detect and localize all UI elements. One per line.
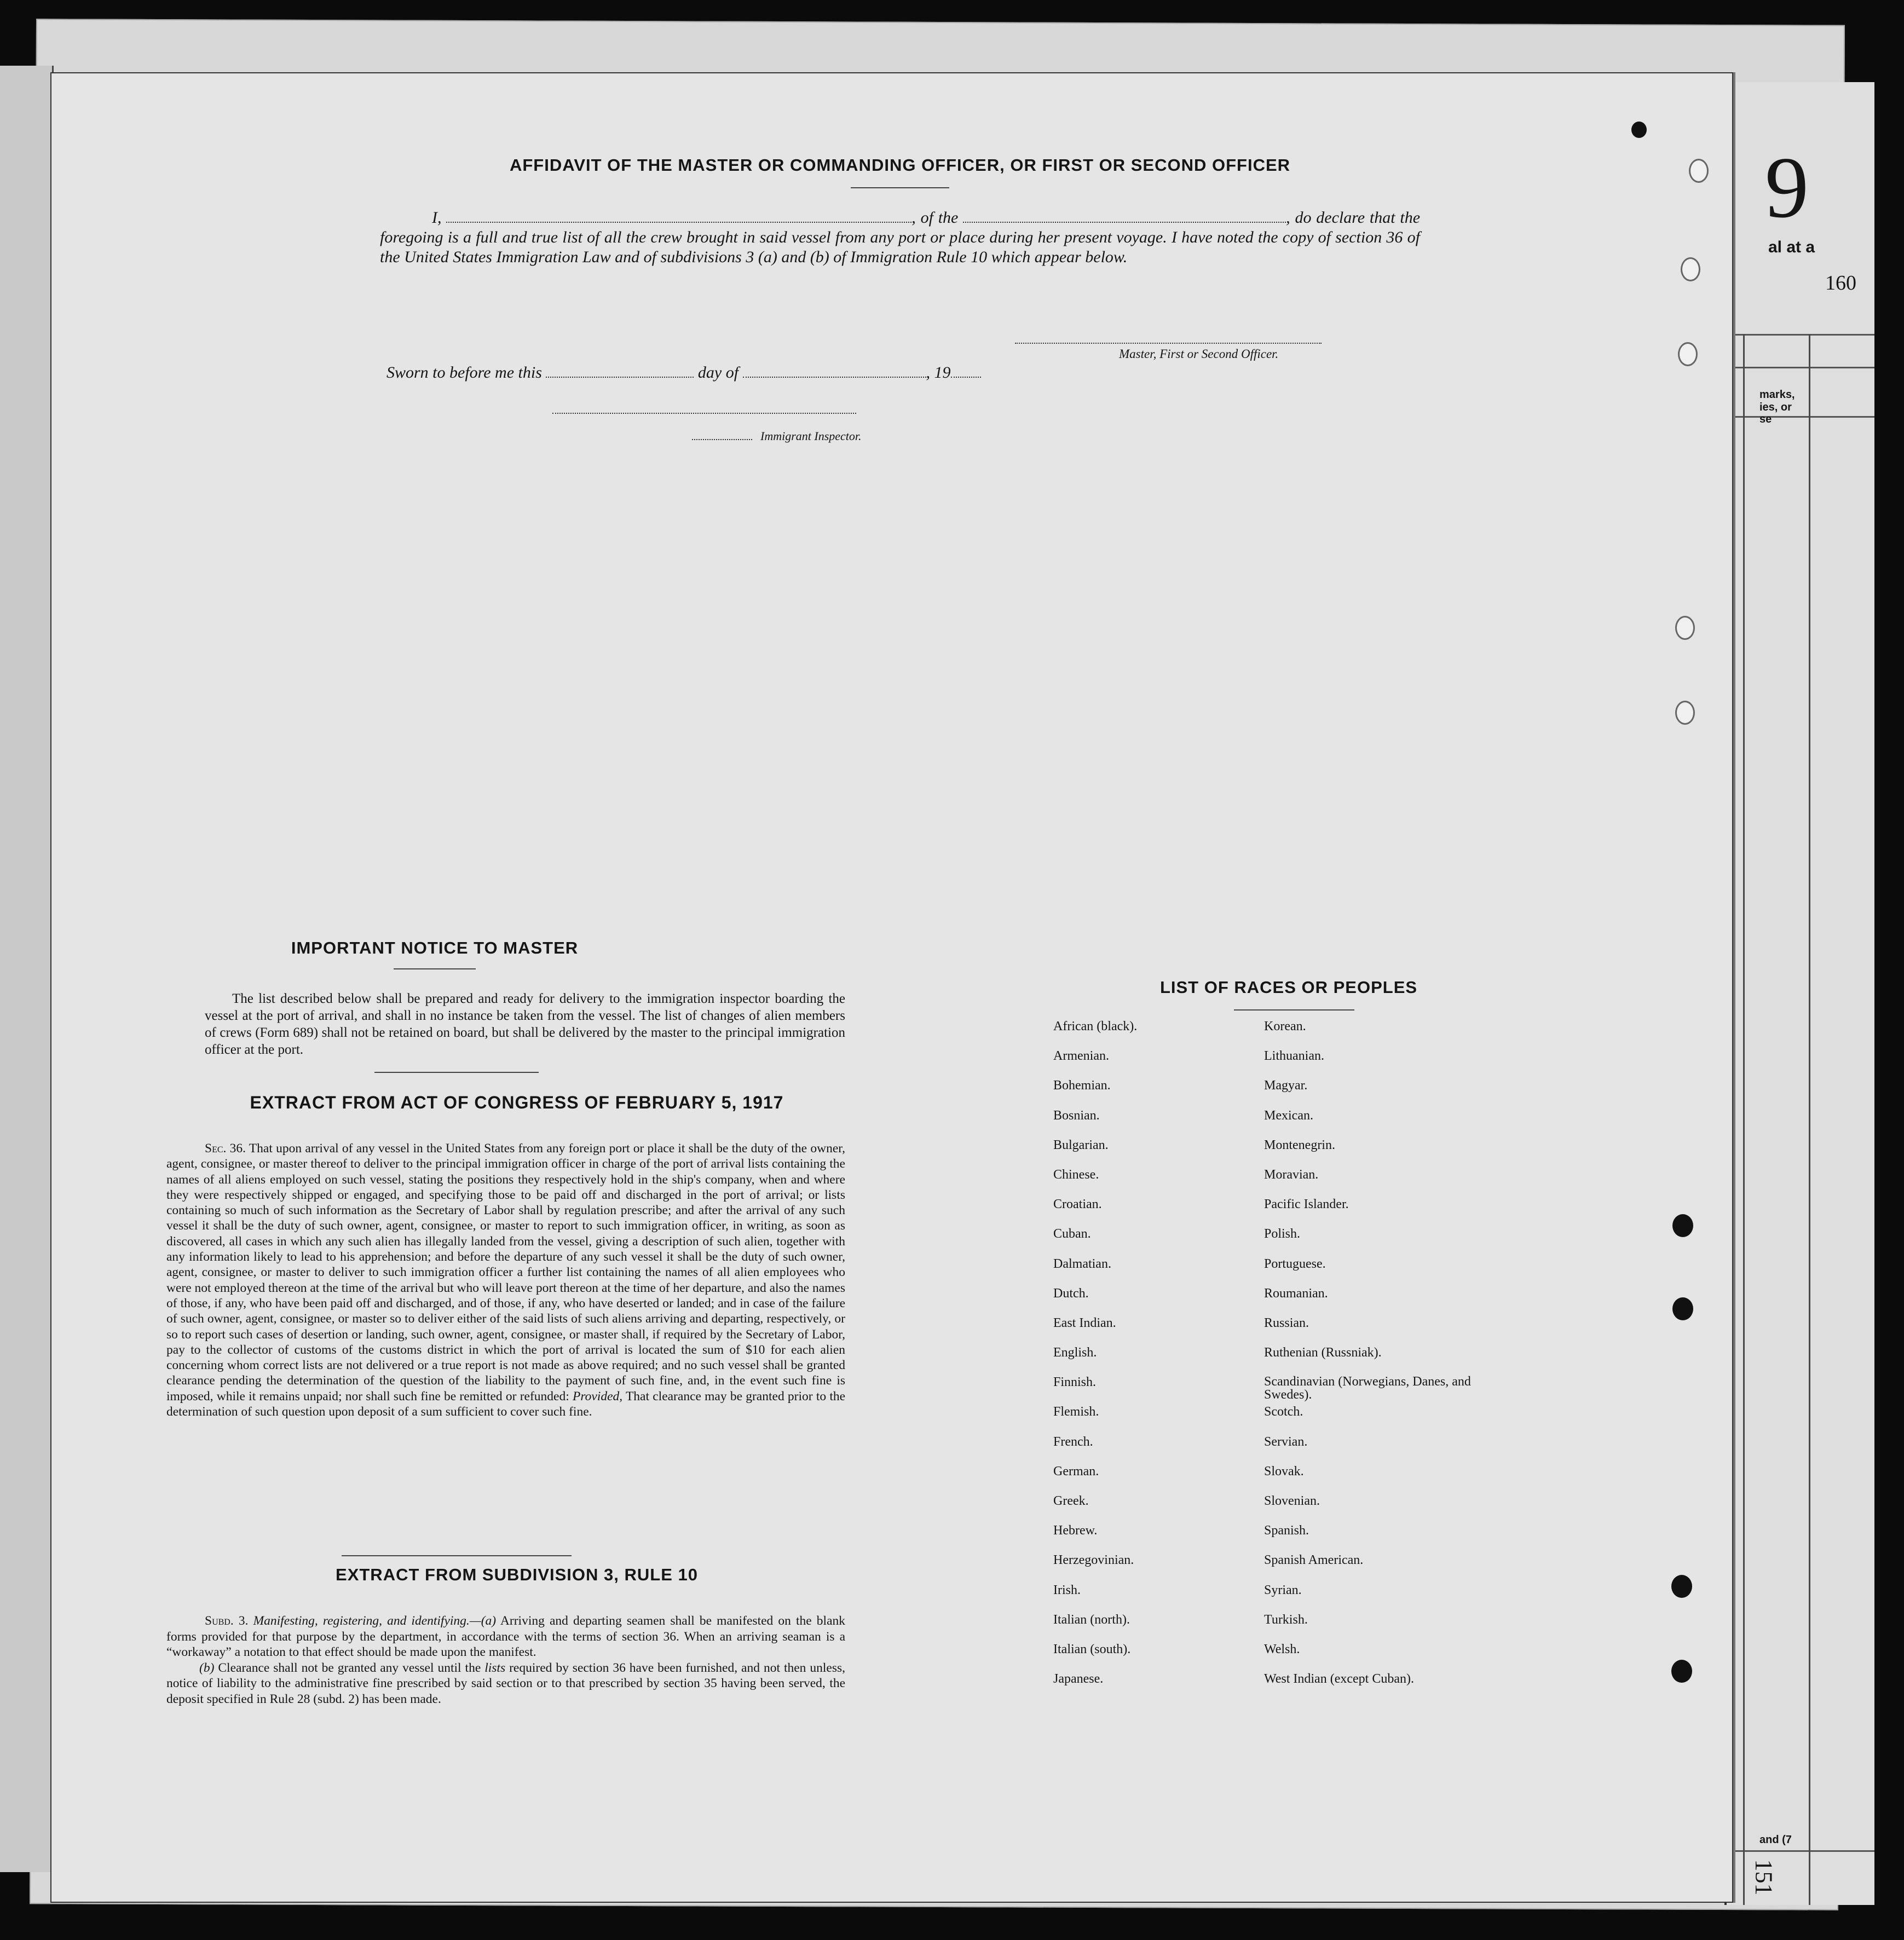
binder-hole (1681, 257, 1700, 281)
race-item: Welsh. (1264, 1642, 1300, 1656)
subd-label: Subd. 3. (205, 1614, 249, 1628)
binder-hole (1675, 616, 1695, 640)
sheet-column-line (1743, 334, 1745, 1905)
margin-fragment: marks, (1759, 389, 1795, 401)
notice-body: The list described below shall be prepared and ready for delivery to the immigration inspector boarding the vessel at the port of arrival, and shall in no instance be taken from the vessel. The list of changes of alien members of crews (Form 689) shall not be retained on board, but shall be delivered by the master to the principal immigration officer at the port. (205, 991, 845, 1057)
race-item: Ruthenian (Russniak). (1264, 1346, 1382, 1360)
binder-hole (1678, 342, 1698, 366)
right-manifest-sheet (1724, 82, 1874, 1905)
race-item: Dutch. (1053, 1286, 1089, 1301)
affidavit-i: I, (432, 209, 442, 227)
part-b-text-end: required by section 36 have been furnished, and not then unless, notice of liability to the administrative fine prescribed by said section or to that prescribed by section 35 having been served, the deposit specified in Rule 28 (subd. 2) has been made. (166, 1660, 845, 1706)
race-item: Scandinavian (Norwegians, Danes, and Swedes). (1264, 1375, 1471, 1402)
race-item: Mexican. (1264, 1108, 1313, 1123)
sworn-line (386, 363, 981, 382)
affidavit-title: AFFIDAVIT OF THE MASTER OR COMMANDING OFFICER, OR FIRST OR SECOND OFFICER (509, 155, 1291, 175)
affidavit-text: that the foregoing is a full and true list of all the crew brought in said vessel from any port or place during her present voyage. I have noted the copy of section 36 of the United States Immigration Law and of subdivisions 3 (a) and (b) of Immigration Rule 10 which appear below. (380, 209, 1421, 266)
race-item: Finnish. (1053, 1375, 1097, 1390)
act-extract-text (166, 1141, 845, 1419)
inspector-title-line (692, 439, 752, 440)
sheet-rule (1727, 1850, 1874, 1852)
race-item: Magyar. (1264, 1078, 1308, 1093)
affidavit-declare: , do declare (1286, 209, 1365, 227)
part-b-text: Clearance shall not be granted any vessel until the (218, 1660, 481, 1675)
race-item: Lithuanian. (1264, 1049, 1324, 1064)
act-body-end: That clearance may be granted prior to the determination of such question upon deposit of a sum sufficient to cover such fine. (166, 1389, 846, 1419)
races-column-1 (1053, 1019, 1256, 1701)
binder-hole (1675, 701, 1695, 725)
binder-hole (1672, 1214, 1693, 1237)
inspector-label: Immigrant Inspector. (760, 429, 862, 443)
sheet-rule (1727, 334, 1874, 336)
race-item: Spanish. (1264, 1523, 1309, 1538)
month-blank[interactable] (743, 363, 926, 378)
race-item: Spanish American. (1264, 1553, 1364, 1568)
margin-fragment: and (7 (1759, 1834, 1792, 1846)
race-item: Chinese. (1053, 1167, 1099, 1182)
margin-fragment: se (1759, 413, 1772, 425)
title-rule (1234, 1009, 1354, 1011)
master-signature-label: Master, First or Second Officer. (1119, 347, 1279, 361)
binder-hole (1672, 1297, 1693, 1320)
binder-hole (1631, 122, 1647, 138)
race-item: Bulgarian. (1053, 1138, 1109, 1152)
race-item: Japanese. (1053, 1672, 1104, 1687)
binder-hole (1689, 159, 1709, 183)
race-item: Bosnian. (1053, 1108, 1100, 1123)
day-blank[interactable] (546, 363, 694, 378)
subd-heading: Manifesting, registering, and identifying. (253, 1614, 470, 1628)
provided-label: Provided, (572, 1389, 623, 1404)
race-item: Syrian. (1264, 1583, 1302, 1597)
race-item: Croatian. (1053, 1197, 1102, 1212)
vessel-blank[interactable] (963, 209, 1286, 223)
handwritten-number: 151 (1750, 1859, 1778, 1896)
act-body: That upon arrival of any vessel in the United States from any foreign port or place it shall be the duty of the owner, agent, consignee, or master thereof to deliver to the principal immigration officer in charge of the port of arrival lists containing the names of all aliens employed on such vessel, stating the positions they respectively hold in the ship's company, when and where they were respectively shipped or engaged, and specifying those to be paid off and discharged in the port of arrival; or lists containing so much of such information as the Secretary of Labor shall by regulation prescribe; and after the arrival of any such vessel it shall be the duty of such owner, agent, consignee, or master to report to such immigration officer, in writing, as soon as discovered, all cases in which any such alien has illegally landed from the vessel, giving a description of such alien, together with any information likely to lead to his apprehension; and before the departure of any such vessel it shall be the duty of such owner, agent, consignee, or master to deliver to such immigration officer a further list containing the names of all alien employees who were not employed thereon at the time of the arrival but who will leave port thereon at the time of her departure, and also the names of those, if any, who have been paid off and discharged, and of those, if any, who have deserted or landed; and in case of the failure of such owner, agent, consignee, or master so to deliver either of the said lists of such aliens arriving and departing, respectively, or so to report such cases of desertion or landing, such owner, agent, consignee, or master shall, if required by the Secretary of Labor, pay to the collector of customs of the customs district in which the port of arrival is located the sum of $10 for each alien concerning whom correct lists are not delivered or a true report is not made as above required; and no such vessel shall be granted clearance pending the determination of the question of the liability to the payment of such fine, and, in the event such fine is imposed, while it remains unpaid; nor shall such fine be remitted or refunded: (166, 1141, 846, 1404)
race-item: Polish. (1264, 1227, 1301, 1242)
act-extract-title: EXTRACT FROM ACT OF CONGRESS OF FEBRUARY 5, 1917 (250, 1093, 784, 1112)
name-blank[interactable] (446, 209, 911, 223)
race-item: Slovenian. (1264, 1494, 1320, 1508)
race-item: German. (1053, 1464, 1099, 1479)
race-item: Italian (north). (1053, 1612, 1130, 1627)
race-item: Russian. (1264, 1315, 1309, 1330)
race-item: Irish. (1053, 1583, 1081, 1597)
part-b-label: (b) (199, 1660, 215, 1675)
race-item: Hebrew. (1053, 1523, 1098, 1538)
race-item: Turkish. (1264, 1612, 1308, 1627)
affidavit-section (380, 155, 1420, 267)
race-item: Portuguese. (1264, 1256, 1326, 1271)
section-rule (374, 1072, 539, 1073)
race-item: Scotch. (1264, 1405, 1303, 1419)
title-rule (394, 968, 476, 969)
race-item: Moravian. (1264, 1167, 1319, 1182)
year-blank[interactable] (951, 363, 981, 378)
race-item: African (black). (1053, 1019, 1138, 1033)
part-b-lists: lists (484, 1660, 506, 1675)
race-item: Dalmatian. (1053, 1256, 1111, 1271)
race-item: Slovak. (1264, 1464, 1304, 1479)
race-item: Greek. (1053, 1494, 1089, 1508)
day-of-text: day of (697, 363, 739, 382)
race-item: East Indian. (1053, 1315, 1116, 1330)
master-signature-line[interactable] (1015, 343, 1322, 344)
race-item: Armenian. (1053, 1049, 1109, 1064)
race-item: Roumanian. (1264, 1286, 1328, 1301)
notice-text (205, 990, 845, 1058)
section-rule (342, 1555, 572, 1556)
affidavit-body (380, 208, 1420, 267)
races-column-2 (1264, 1019, 1494, 1701)
title-rule (851, 187, 949, 188)
sec-label: Sec. 36. (205, 1141, 246, 1156)
race-item: Italian (south). (1053, 1642, 1131, 1656)
race-item: Flemish. (1053, 1405, 1099, 1419)
race-item: Korean. (1264, 1019, 1306, 1033)
race-item: Montenegrin. (1264, 1138, 1335, 1152)
sheet-column-line (1809, 334, 1810, 1905)
races-title: LIST OF RACES OR PEOPLES (1159, 978, 1418, 997)
sheet-rule (1727, 416, 1874, 418)
margin-fragment: al at a (1768, 238, 1815, 256)
binder-hole (1671, 1660, 1692, 1683)
part-a-label: —(a) (469, 1614, 497, 1628)
page-number: 160 (1825, 272, 1856, 295)
notice-title: IMPORTANT NOTICE TO MASTER (291, 938, 579, 957)
race-item: Pacific Islander. (1264, 1197, 1349, 1212)
race-item: Servian. (1264, 1434, 1308, 1449)
sheet-rule (1727, 367, 1874, 368)
affidavit-of-the: , of the (911, 209, 959, 227)
inspector-signature-line[interactable] (552, 413, 856, 414)
race-item: French. (1053, 1434, 1093, 1449)
race-item: Bohemian. (1053, 1078, 1111, 1093)
binder-hole (1671, 1575, 1692, 1598)
race-item: West Indian (except Cuban). (1264, 1672, 1414, 1687)
left-sheet-edge (0, 66, 54, 1872)
year-text: , 19 (926, 363, 951, 382)
part-a-text: Arriving and departing seamen shall be manifested on the blank forms provided for that purpose by the department, in accordance with the terms of section 36. When an arriving seaman is a “workaway” a notation to that effect should be made upon the manifest. (166, 1614, 846, 1659)
race-item: English. (1053, 1346, 1097, 1360)
margin-fragment: ies, or (1759, 401, 1792, 413)
sworn-text: Sworn to before me this (386, 363, 542, 382)
big-numeral: 9 (1765, 138, 1809, 236)
rule-extract-title: EXTRACT FROM SUBDIVISION 3, RULE 10 (336, 1565, 698, 1584)
race-item: Herzegovinian. (1053, 1553, 1134, 1568)
rule-extract-text (166, 1613, 845, 1707)
race-item: Cuban. (1053, 1227, 1091, 1242)
